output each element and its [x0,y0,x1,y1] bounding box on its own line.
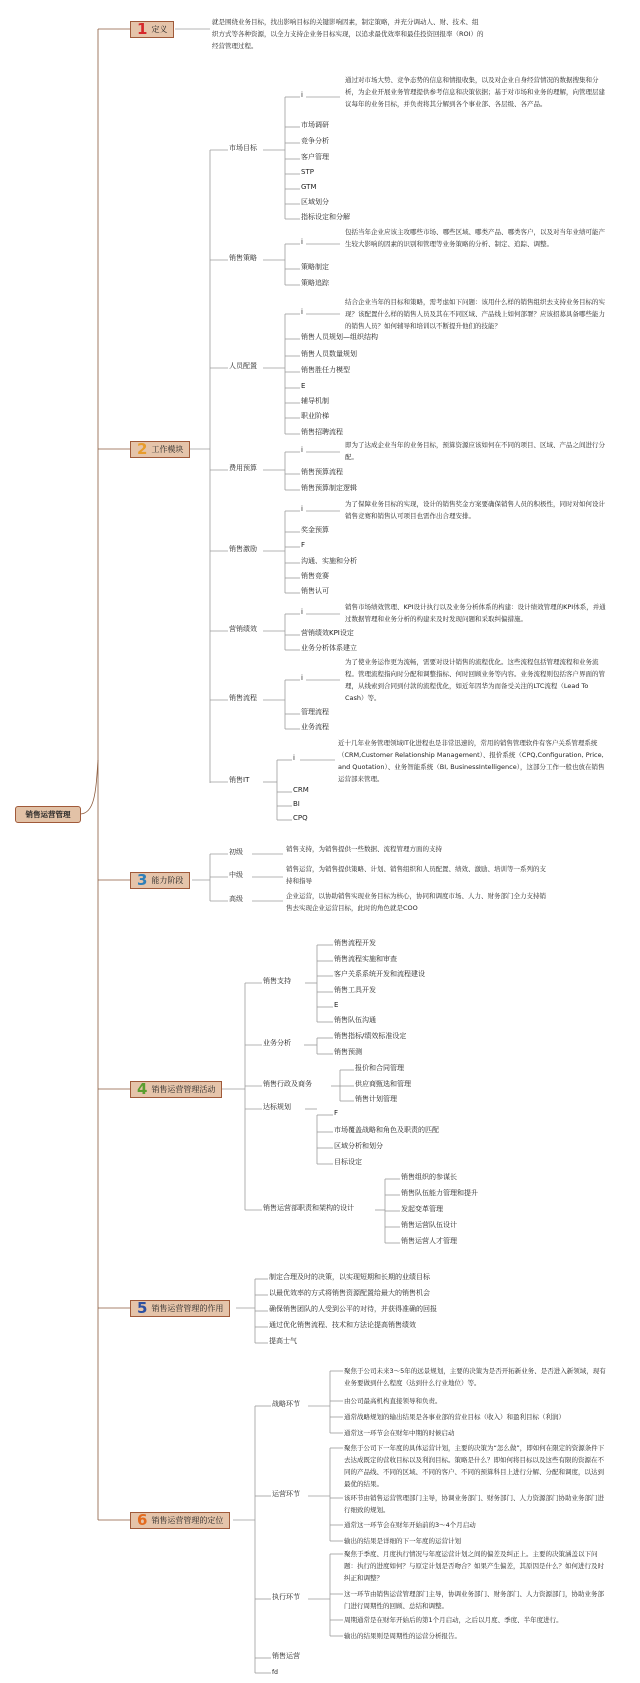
position-stage[interactable]: fd [272,1669,278,1676]
module-item[interactable]: CRM [293,786,309,794]
module-item[interactable]: BI [293,800,300,808]
module-item[interactable]: 市场调研 [301,121,329,129]
module-item[interactable]: 策略追踪 [301,279,329,287]
module-item[interactable]: 销售认可 [301,587,329,595]
section-number-5: 5 [137,1299,148,1317]
role-item[interactable]: 提高士气 [269,1337,297,1345]
module-item[interactable]: 指标设定和分解 [301,213,350,221]
position-stage[interactable]: 运营环节 [272,1490,300,1498]
activity-item[interactable]: 销售预测 [334,1048,362,1056]
section-modules[interactable] [130,441,190,458]
module-description: 近十几年业务管理领域IT化进程也是非常迅速的，常用的销售管理软件有客户关系管理系统（CRM,Customer Relationship Management）、报价系统（CPQ,Configuration, Price, and Quotation）、业务智能系统（BI, BusinessIntelligence），这部分工作一般也放在销售运营部来管理。 [338,739,605,783]
activity-item[interactable]: 区域分析和划分 [334,1142,383,1150]
module-label[interactable]: 营销绩效 [229,625,257,633]
section-role[interactable] [130,1300,230,1317]
module-item[interactable]: 管理流程 [301,708,329,716]
module-description: 为了保障业务目标的实现，设计的销售奖金方案要确保销售人员的积极性，同时对如何设计销售竞赛和销售认可项目也需作出合理安排。 [345,500,605,520]
position-detail: 由公司最高机构直接领导和负责。 [344,1397,442,1405]
section-capability[interactable] [130,872,190,889]
module-description: 结合企业当年的目标和策略，需考虑如下问题：该用什么样的销售组织去支持业务目标的实现？该配置什么样的销售人员及其在不同区域、产品线上如何部署？应该招募具备哪些能力的销售人员？如何辅导和培训以不断提升他们的技能？ [345,298,605,330]
section-positioning[interactable] [130,1512,230,1529]
position-stage[interactable]: 执行环节 [272,1593,300,1601]
info-marker: i [293,754,295,762]
position-stage[interactable]: 销售运营 [272,1652,300,1660]
module-item[interactable]: 业务分析体系建立 [301,644,357,652]
info-marker: i [301,238,303,246]
activity-item[interactable]: E [334,1001,339,1009]
role-item[interactable]: 确保销售团队的人受到公平的对待，并获得准确的回报 [269,1305,437,1313]
module-item[interactable]: 营销绩效KPI设定 [301,629,354,637]
activity-group[interactable]: 业务分析 [263,1039,291,1047]
role-item[interactable]: 制定合理及时的决策，以实现短期和长期的业绩目标 [269,1273,430,1281]
module-item[interactable]: E [301,382,306,390]
info-marker: i [301,505,303,513]
activity-item[interactable]: 目标设定 [334,1158,362,1166]
activity-item[interactable]: 销售指标/绩效标准设定 [334,1032,407,1040]
module-item[interactable]: 销售竞赛 [301,572,329,580]
capability-description: 销售运营，为销售提供策略、计划、销售组织和人员配置、绩效、激励、培训等一系列的支持和指导 [286,865,546,885]
module-description: 通过对市场大势、竞争态势的信息和情报收集，以及对企业自身经营情况的数据搜集和分析，为企业开展业务管理提供参考信息和决策依据；基于对市场和业务的理解，向管理层建议每年的业务目标，并负责将其分解到各个事业部、各层级、各产品。 [345,76,605,108]
position-detail: 聚焦于季度、月度执行情况与年度运营计划之间的偏差及纠正上。主要的决策涵盖以下问题：执行的进度如何？与原定计划是否吻合？如果产生偏差，其原因是什么？如何进行及时纠正和调整？ [344,1550,604,1582]
position-detail: 周期通常是在财年开始后的第1个月启动，之后以月度、季度、半年度进行。 [344,1616,563,1624]
module-item[interactable]: 竞争分析 [301,137,329,145]
definition-text: 就是围绕业务目标，找出影响目标的关键影响因素，制定策略，并充分调动人、财、技术、组织方式等各种资源，以全力支持企业务目标实现，以追求最优效率和最佳投资回报率（ROI）的经营管理过程。 [212,18,484,50]
module-label[interactable]: 费用预算 [229,464,257,472]
activity-group[interactable]: 销售支持 [263,977,291,985]
module-description: 包括当年企业应该主攻哪些市场、哪些区域、哪类产品、哪类客户，以及对当年业绩可能产生较大影响的因素的识别和管理等业务策略的分析、制定、追踪、调整。 [345,228,605,248]
section-number-4: 4 [137,1080,148,1098]
position-detail: 通常战略规划的输出结果是各事业部的营业目标（收入）和盈利目标（利润） [344,1413,565,1421]
activity-item[interactable]: 销售组织的参谋长 [401,1173,457,1181]
connector [80,760,98,814]
capability-description: 企业运营，以协助销售实现业务目标为核心，协同和调度市场、人力、财务部门全力支持销售去实现企业运营目标，此时的角色就是COO [286,892,546,912]
module-description: 即为了达成企业当年的业务目标，预算资源应该如何在不同的项目、区域、产品之间进行分配。 [345,441,605,461]
activity-item[interactable]: 销售流程开发 [334,939,376,947]
module-item[interactable]: STP [301,168,314,176]
position-detail: 聚焦于公司下一年度的具体运营计划，主要的决策为“怎么做”，即如何在限定的资源条件下去达成既定的营收目标以及利润目标。策略是什么？即如何将目标以及这些有限的资源在不同的产品线、不同的区域、不同的客户、不同的预算科目上进行分解、分配和调度，以达到最优的结果。 [344,1444,605,1488]
section-number-6: 6 [137,1511,148,1529]
activity-item[interactable]: 销售运营人才管理 [401,1237,457,1245]
activity-item[interactable]: 销售队伍沟通 [334,1016,376,1024]
info-marker: i [301,608,303,616]
module-description: 为了使业务运作更为流畅，需要对设计销售的流程优化。这些流程包括管理流程和业务流程。管理流程指向时分配和调整指标、何时回顾业务等内容。业务流程则包括客户界面的管理，从线索到合同到付款的流程优化，如近年因华为而备受关注的LTC流程（Lead To Cash）等。 [345,658,605,702]
activity-item[interactable]: 销售工具开发 [334,986,376,994]
section-label: 销售运营管理的定位 [151,1516,224,1525]
info-marker: i [301,446,303,454]
module-label[interactable]: 销售流程 [229,694,257,702]
role-item[interactable]: 通过优化销售流程、技术和方法论提高销售绩效 [269,1321,416,1329]
module-item[interactable]: 奖金预算 [301,526,329,534]
section-activities[interactable] [130,1081,222,1098]
position-detail: 通常这一环节会在财年开始前的3～4个月启动 [344,1521,476,1529]
section-number-1: 1 [137,20,148,38]
module-item[interactable]: 业务流程 [301,723,329,731]
position-detail: 输出的结果则是周期性的运营分析报告。 [344,1632,461,1640]
module-item[interactable]: 沟通、实施和分析 [301,557,357,565]
root-node[interactable]: 销售运营管理 [15,806,81,823]
activity-group[interactable]: 销售行政及商务 [263,1080,312,1088]
activity-item[interactable]: 销售流程实施和审查 [334,955,397,963]
module-label[interactable]: 人员配置 [229,362,257,370]
position-detail: 通常这一环节会在财年中期的时候启动 [344,1429,455,1437]
section-label: 销售运营管理活动 [151,1085,216,1094]
activity-item[interactable]: 客户关系系统开发和流程建设 [334,970,425,978]
section-label: 销售运营管理的作用 [151,1304,224,1313]
activity-item[interactable]: 市场覆盖战略和角色及职责的匹配 [334,1126,439,1134]
module-item[interactable]: 区域划分 [301,198,329,206]
module-item[interactable]: 客户管理 [301,153,329,161]
activity-item[interactable]: 销售队伍能力管理和提升 [401,1189,478,1197]
module-item[interactable]: 职业阶梯 [301,412,329,420]
info-marker: i [301,91,303,99]
activity-item[interactable]: 报价和合同管理 [355,1064,404,1072]
activity-item[interactable]: 发起变革管理 [401,1205,443,1213]
capability-level[interactable]: 中级 [229,871,243,879]
module-label[interactable]: 销售激励 [229,545,257,553]
capability-description: 销售支持，为销售提供一些数据、流程管理方面的支持 [286,845,442,853]
info-marker: i [301,674,303,682]
activity-item[interactable]: 供应商甄选和管理 [355,1080,411,1088]
section-label: 能力阶段 [151,876,184,885]
position-detail: 这一环节由销售运营管理部门主导，协调业务部门、财务部门、人力资源部门，协助业务部门进行周期性的回顾、总结和调整。 [344,1590,604,1610]
module-item[interactable]: 销售胜任力模型 [301,366,350,374]
position-detail: 该环节由销售运营管理部门主导，协调业务部门、财务部门、人力资源部门协助业务部门进行细致的规划。 [344,1494,604,1514]
activity-item[interactable]: 销售计划管理 [355,1095,397,1103]
section-definition[interactable] [130,21,174,38]
module-item[interactable]: 销售预算制定逻辑 [301,484,357,492]
module-item[interactable]: 策略制定 [301,263,329,271]
activity-group[interactable]: 销售运营部职责和架构的设计 [263,1204,354,1212]
capability-level[interactable]: 高级 [229,895,243,903]
module-item[interactable]: 销售人员数量规划 [301,350,357,358]
module-item[interactable]: F [301,541,306,549]
activity-group[interactable]: 达标规划 [263,1103,291,1111]
capability-level[interactable]: 初级 [229,848,243,856]
position-detail: 输出的结果是详细的下一年度的运营计划 [344,1537,461,1545]
module-item[interactable]: CPQ [293,814,308,822]
module-item[interactable]: 销售人员规划—组织结构 [301,333,378,341]
module-item[interactable]: 销售招聘流程 [301,428,343,436]
module-description: 销售市场绩效管理、KPI设计执行以及业务分析体系的构建：设计绩效管理的KPI体系，并通过数据管理和业务分析的构建来及时发现问题和采取纠偏措施。 [345,603,606,623]
module-label[interactable]: 市场目标 [229,144,257,152]
section-number-2: 2 [137,440,148,458]
position-detail: 聚焦于公司未来3～5年的远景规划，主要的决策为是否开拓新业务、是否进入新领域，现有业务要做到什么程度（达到什么行业地位）等。 [344,1367,606,1387]
module-label[interactable]: 销售策略 [229,254,257,262]
module-item[interactable]: 辅导机制 [301,397,329,405]
role-item[interactable]: 以最优效率的方式将销售资源配置给最大的销售机会 [269,1289,430,1297]
module-label[interactable]: 销售IT [229,776,250,784]
module-item[interactable]: GTM [301,183,317,191]
position-stage[interactable]: 战略环节 [272,1400,300,1408]
section-label: 工作模块 [151,445,184,454]
module-item[interactable]: 销售预算流程 [301,468,343,476]
section-number-3: 3 [137,871,148,889]
activity-item[interactable]: 销售运营队伍设计 [401,1221,457,1229]
section-label: 定义 [151,25,168,34]
activity-item[interactable]: F [334,1109,339,1117]
info-marker: i [301,308,303,316]
